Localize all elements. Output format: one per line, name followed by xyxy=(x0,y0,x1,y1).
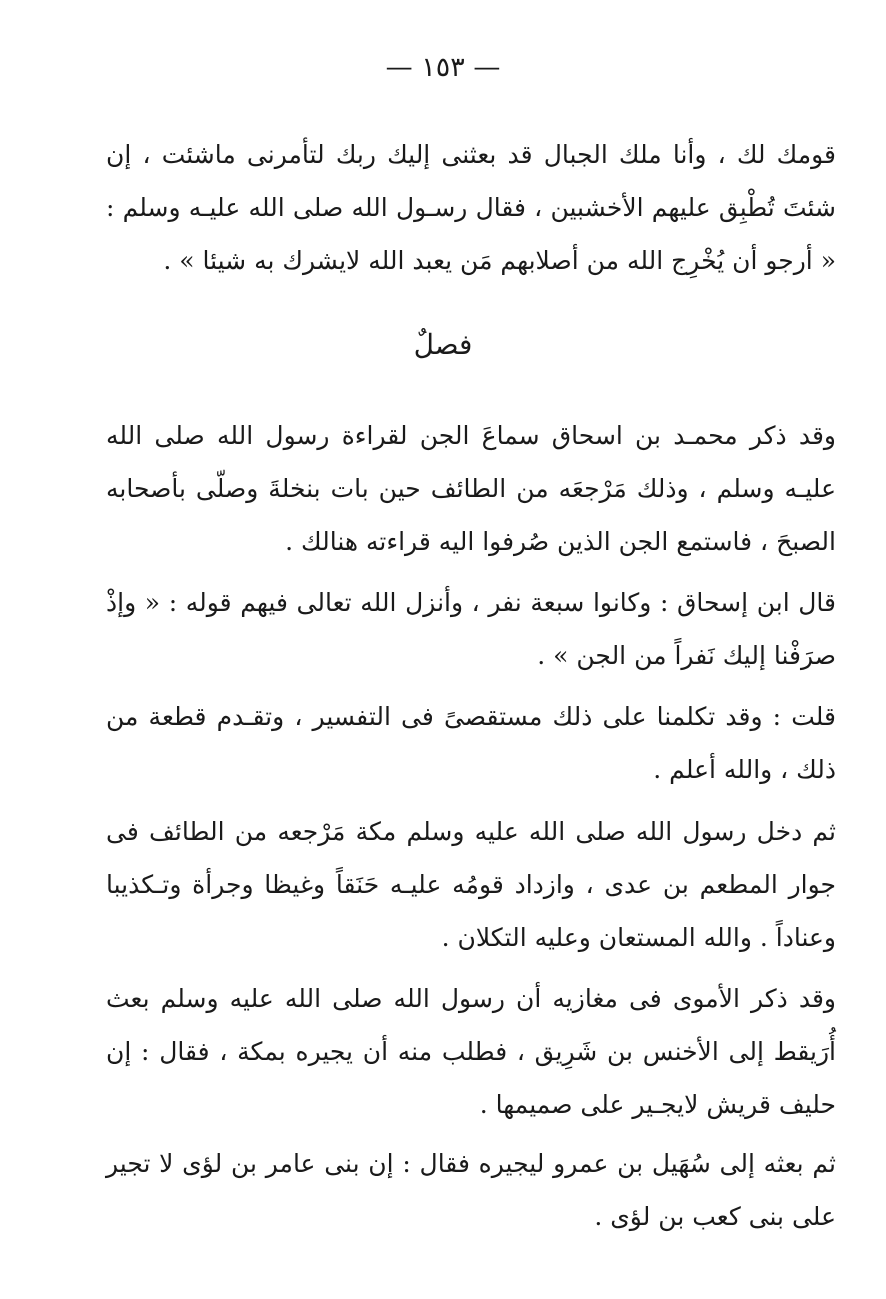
section-heading: فصلٌ xyxy=(413,328,473,361)
text-block-7 xyxy=(106,1137,836,1243)
paragraph-5: ثم دخل رسول الله صلى الله عليه وسلم مكة مَرْجعه من الطائف فى جوار المطعم بن عدى ، وازداد قومُه عليـه حَنَقاً وغيظا وجرأة وتـكذيبا وعناداً . والله المستعان وعليه التكلان . xyxy=(106,817,836,952)
text-block-5 xyxy=(106,805,836,964)
paragraph-6: وقد ذكر الأموى فى مغازيه أن رسول الله صلى الله عليه وسلم بعث أُرَيقط إلى الأخنس بن شَرِيق ، فطلب منه أن يجيره بمكة ، فقال : إن حليف قريش لايجـير على صميمها . xyxy=(106,984,836,1119)
paragraph-2: وقد ذكر محمـد بن اسحاق سماعَ الجن لقراءة رسول الله صلى الله عليـه وسلم ، وذلك مَرْجعَه من الطائف حين بات بنخلةَ وصلّى بأصحابه الصبحَ ، فاستمع الجن الذين صُرفوا اليه قراءته هنالك . xyxy=(106,421,836,556)
text-block-4 xyxy=(106,690,836,796)
paragraph-7: ثم بعثه إلى سُهَيل بن عمرو ليجيره فقال : إن بنى عامر بن لؤى لا تجير على بنى كعب بن لؤى . xyxy=(106,1149,836,1231)
text-block-6 xyxy=(106,972,836,1131)
paragraph-1: قومك لك ، وأنا ملك الجبال قد بعثنى إليك ربك لتأمرنى ماشئت ، إن شئتَ تُطْبِق عليهم الأخشبين ، فقال رسـول الله صلى الله عليـه وسلم : « أرجو أن يُخْرِج الله من أصلابهم مَن يعبد الله لايشرك به شيئا » . xyxy=(106,140,836,275)
text-block-3 xyxy=(106,576,836,682)
text-block-2 xyxy=(106,409,836,568)
text-block-1 xyxy=(106,128,836,287)
page-number: — ١٥٣ — xyxy=(385,52,501,83)
paragraph-3: قال ابن إسحاق : وكانوا سبعة نفر ، وأنزل الله تعالى فيهم قوله : « وإذْ صرَفْنا إليك نَفراً من الجن » . xyxy=(106,588,836,670)
paragraph-4: قلت : وقد تكلمنا على ذلك مستقصىً فى التفسير ، وتقـدم قطعة من ذلك ، والله أعلم . xyxy=(106,702,836,784)
